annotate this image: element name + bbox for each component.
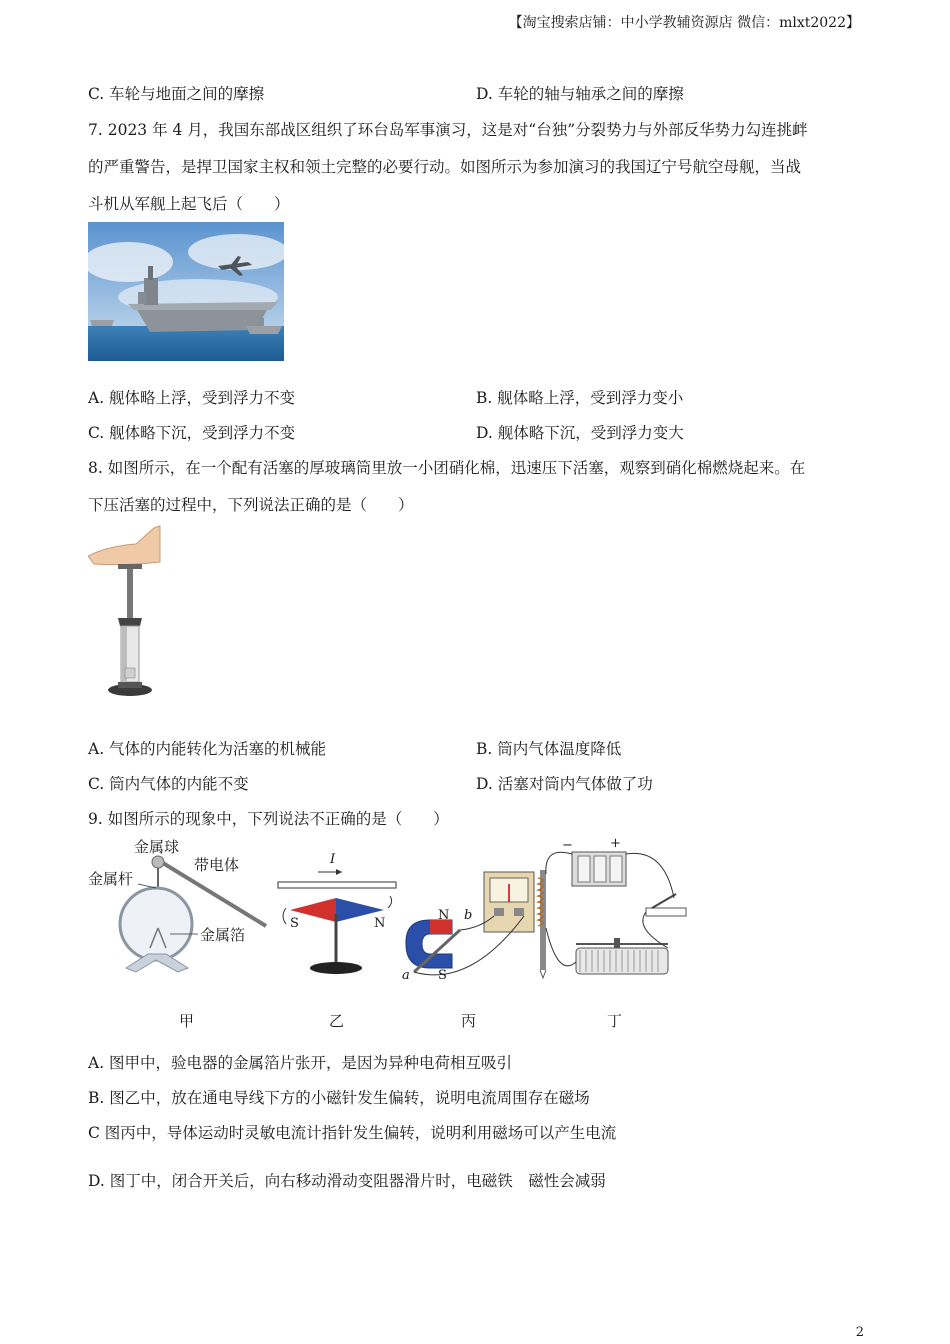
caption-yi: 乙 bbox=[329, 1012, 345, 1030]
label-yi-s: S bbox=[290, 916, 299, 931]
q7-stem-line3: 斗机从军舰上起飞后（ ） bbox=[88, 195, 290, 213]
label-bing-s: S bbox=[438, 968, 447, 983]
label-metal-foil: 金属箔 bbox=[200, 926, 246, 944]
q7-option-a: A. 舰体略上浮，受到浮力不变 bbox=[88, 389, 296, 407]
q8-stem-line2: 下压活塞的过程中，下列说法正确的是（ ） bbox=[88, 496, 414, 514]
q7-stem-line2: 的严重警告，是捍卫国家主权和领土完整的必要行动。如图所示为参加演习的我国辽宁号航空母舰，当战 bbox=[88, 158, 802, 176]
figure-yi-oersted bbox=[276, 852, 398, 982]
label-metal-rod: 金属杆 bbox=[88, 870, 134, 888]
label-bing-n: N bbox=[438, 908, 450, 923]
label-bing-a: a bbox=[402, 968, 410, 983]
q6-option-c: C. 车轮与地面之间的摩擦 bbox=[88, 85, 265, 103]
q7-stem-line1: 7. 2023 年 4 月，我国东部战区组织了环台岛军事演习，这是对“台独”分裂势力与外部反华势力勾连挑衅 bbox=[88, 121, 808, 139]
q7-option-c: C. 舰体略下沉，受到浮力不变 bbox=[88, 424, 296, 442]
q9-option-b: B. 图乙中，放在通电导线下方的小磁针发生偏转，说明电流周围存在磁场 bbox=[88, 1089, 590, 1107]
q8-option-a: A. 气体的内能转化为活塞的机械能 bbox=[88, 740, 327, 758]
q8-stem-line1: 8. 如图所示，在一个配有活塞的厚玻璃筒里放一小团硝化棉，迅速压下活塞，观察到硝化棉燃烧起来。在 bbox=[88, 459, 806, 477]
q7-option-b: B. 舰体略上浮，受到浮力变小 bbox=[476, 389, 684, 407]
figure-bing-induction bbox=[400, 868, 540, 988]
figure-jia-electroscope bbox=[86, 836, 271, 986]
caption-ding: 丁 bbox=[607, 1012, 623, 1030]
label-yi-n: N bbox=[374, 916, 386, 931]
q8-option-d: D. 活塞对筒内气体做了功 bbox=[476, 775, 653, 793]
figure-ding-electromagnet bbox=[534, 838, 696, 988]
q9-option-d: D. 图丁中，闭合开关后，向右移动滑动变阻器滑片时，电磁铁 磁性会减弱 bbox=[88, 1172, 606, 1190]
label-bing-b: b bbox=[464, 908, 473, 923]
caption-bing: 丙 bbox=[461, 1012, 477, 1030]
piston-cylinder-figure bbox=[88, 522, 168, 702]
q8-option-c: C. 筒内气体的内能不变 bbox=[88, 775, 249, 793]
label-metal-ball: 金属球 bbox=[134, 838, 180, 856]
label-ding-minus: − bbox=[562, 838, 573, 853]
page-number: 2 bbox=[855, 1325, 864, 1340]
q8-option-b: B. 筒内气体温度降低 bbox=[476, 740, 622, 758]
page-header: 【淘宝搜索店铺：中小学教辅资源店 微信：mlxt2022】 bbox=[508, 15, 860, 31]
q7-option-d: D. 舰体略下沉，受到浮力变大 bbox=[476, 424, 684, 442]
caption-jia: 甲 bbox=[179, 1012, 195, 1030]
label-ding-plus: + bbox=[610, 836, 621, 851]
q9-option-a: A. 图甲中，验电器的金属箔片张开，是因为异种电荷相互吸引 bbox=[88, 1054, 513, 1072]
label-charged-body: 带电体 bbox=[194, 856, 240, 874]
q9-stem: 9. 如图所示的现象中，下列说法不正确的是（ ） bbox=[88, 810, 449, 828]
q9-option-c: C 图丙中，导体运动时灵敏电流计指针发生偏转，说明利用磁场可以产生电流 bbox=[88, 1124, 617, 1142]
aircraft-carrier-photo bbox=[88, 222, 284, 361]
q6-option-d: D. 车轮的轴与轴承之间的摩擦 bbox=[476, 85, 684, 103]
label-current-i: I bbox=[330, 852, 336, 867]
